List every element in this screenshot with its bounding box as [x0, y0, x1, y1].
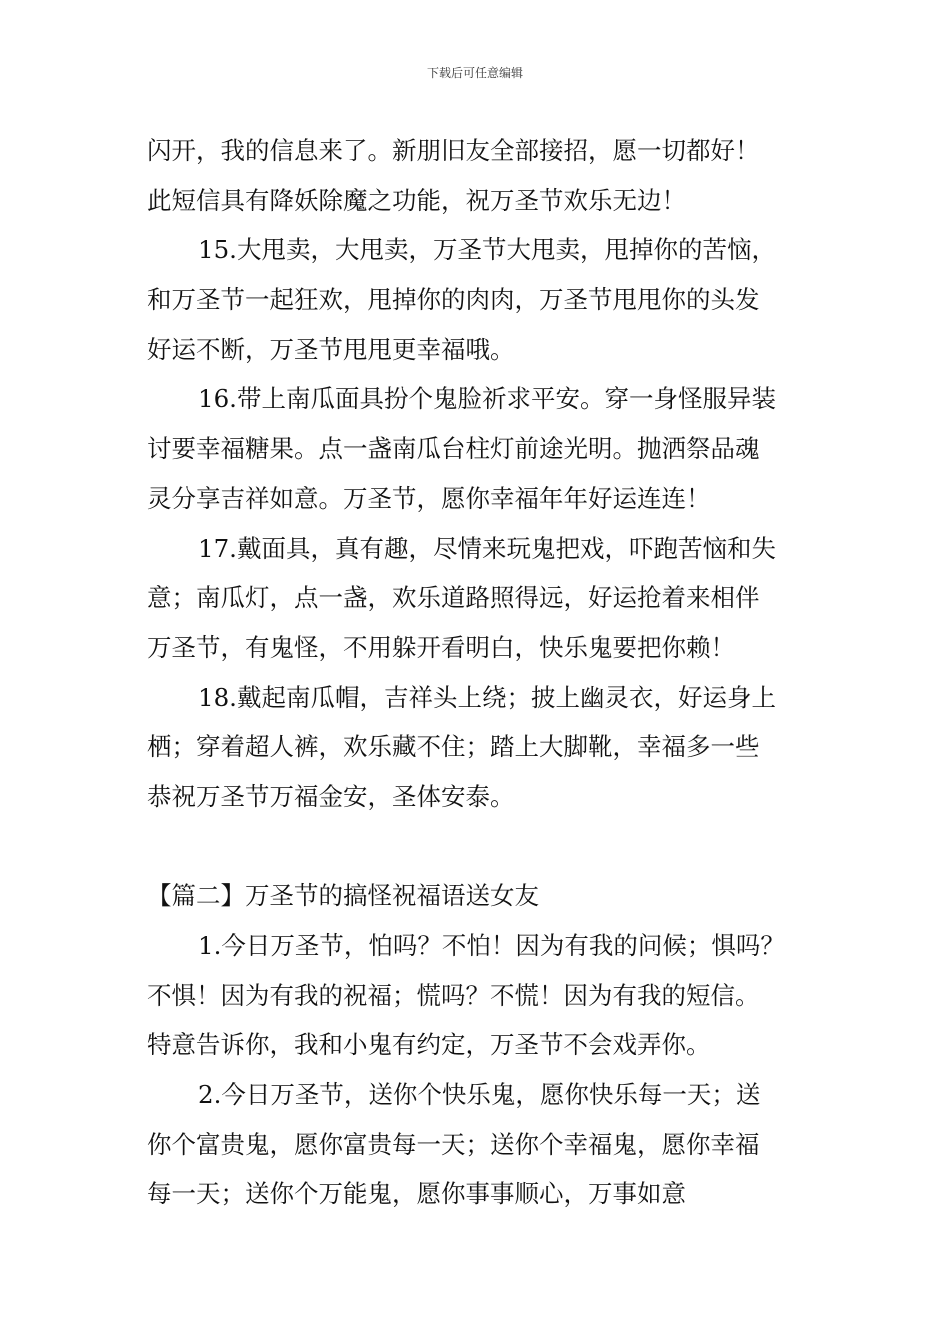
text-line: 万圣节，有鬼怪，不用躲开看明白，快乐鬼要把你赖！ [147, 632, 735, 662]
paragraph-item-2 [147, 1070, 837, 1219]
text-line: 栖；穿着超人裤，欢乐藏不住；踏上大脚靴，幸福多一些 [147, 732, 760, 762]
text-line: 特意告诉你，我和小鬼有约定，万圣节不会戏弄你。 [147, 1030, 711, 1060]
paragraph-item-16 [147, 374, 837, 523]
document-body [147, 126, 837, 1219]
paragraph-item-17 [147, 524, 837, 673]
blank-line [147, 822, 837, 872]
text-line: 不惧！因为有我的祝福；慌吗？不慌！因为有我的短信。 [147, 980, 760, 1010]
paragraph-item-18 [147, 673, 837, 822]
text-line: 讨要幸福糖果。点一盏南瓜台柱灯前途光明。抛洒祭品魂 [147, 434, 760, 464]
paragraph-item-1 [147, 921, 837, 1070]
text-line: 灵分享吉祥如意。万圣节，愿你幸福年年好运连连！ [147, 483, 711, 513]
page-header: 下载后可任意编辑 [426, 66, 523, 80]
text-line: 15.大甩卖，大甩卖，万圣节大甩卖，甩掉你的苦恼， [198, 235, 776, 265]
text-line: 意；南瓜灯，点一盏，欢乐道路照得远，好运抢着来相伴 [147, 583, 760, 613]
section-heading: 【篇二】万圣节的搞怪祝福语送女友 [147, 881, 539, 911]
text-line: 18.戴起南瓜帽，吉祥头上绕；披上幽灵衣，好运身上 [198, 682, 776, 712]
paragraph [147, 126, 837, 225]
text-line: 闪开，我的信息来了。新朋旧友全部接招，愿一切都好！ [147, 136, 760, 165]
text-line: 17.戴面具，真有趣，尽情来玩鬼把戏，吓跑苦恼和失 [198, 533, 776, 563]
text-line: 1.今日万圣节，怕吗？不怕！因为有我的问候；惧吗？ [198, 931, 785, 960]
text-line: 好运不断，万圣节甩甩更幸福哦。 [147, 334, 515, 364]
text-line: 2.今日万圣节，送你个快乐鬼，愿你快乐每一天；送 [198, 1080, 761, 1110]
text-line: 你个富贵鬼，愿你富贵每一天；送你个幸福鬼，愿你幸福 [147, 1129, 760, 1159]
paragraph-item-15 [147, 225, 837, 374]
text-line: 16.带上南瓜面具扮个鬼脸祈求平安。穿一身怪服异装 [198, 384, 776, 414]
text-line: 此短信具有降妖除魔之功能，祝万圣节欢乐无边！ [147, 185, 686, 215]
text-line: 恭祝万圣节万福金安，圣体安泰。 [147, 781, 515, 811]
text-line: 和万圣节一起狂欢，甩掉你的肉肉，万圣节甩甩你的头发 [147, 285, 760, 315]
text-line: 每一天；送你个万能鬼，愿你事事顺心，万事如意 [147, 1179, 686, 1209]
